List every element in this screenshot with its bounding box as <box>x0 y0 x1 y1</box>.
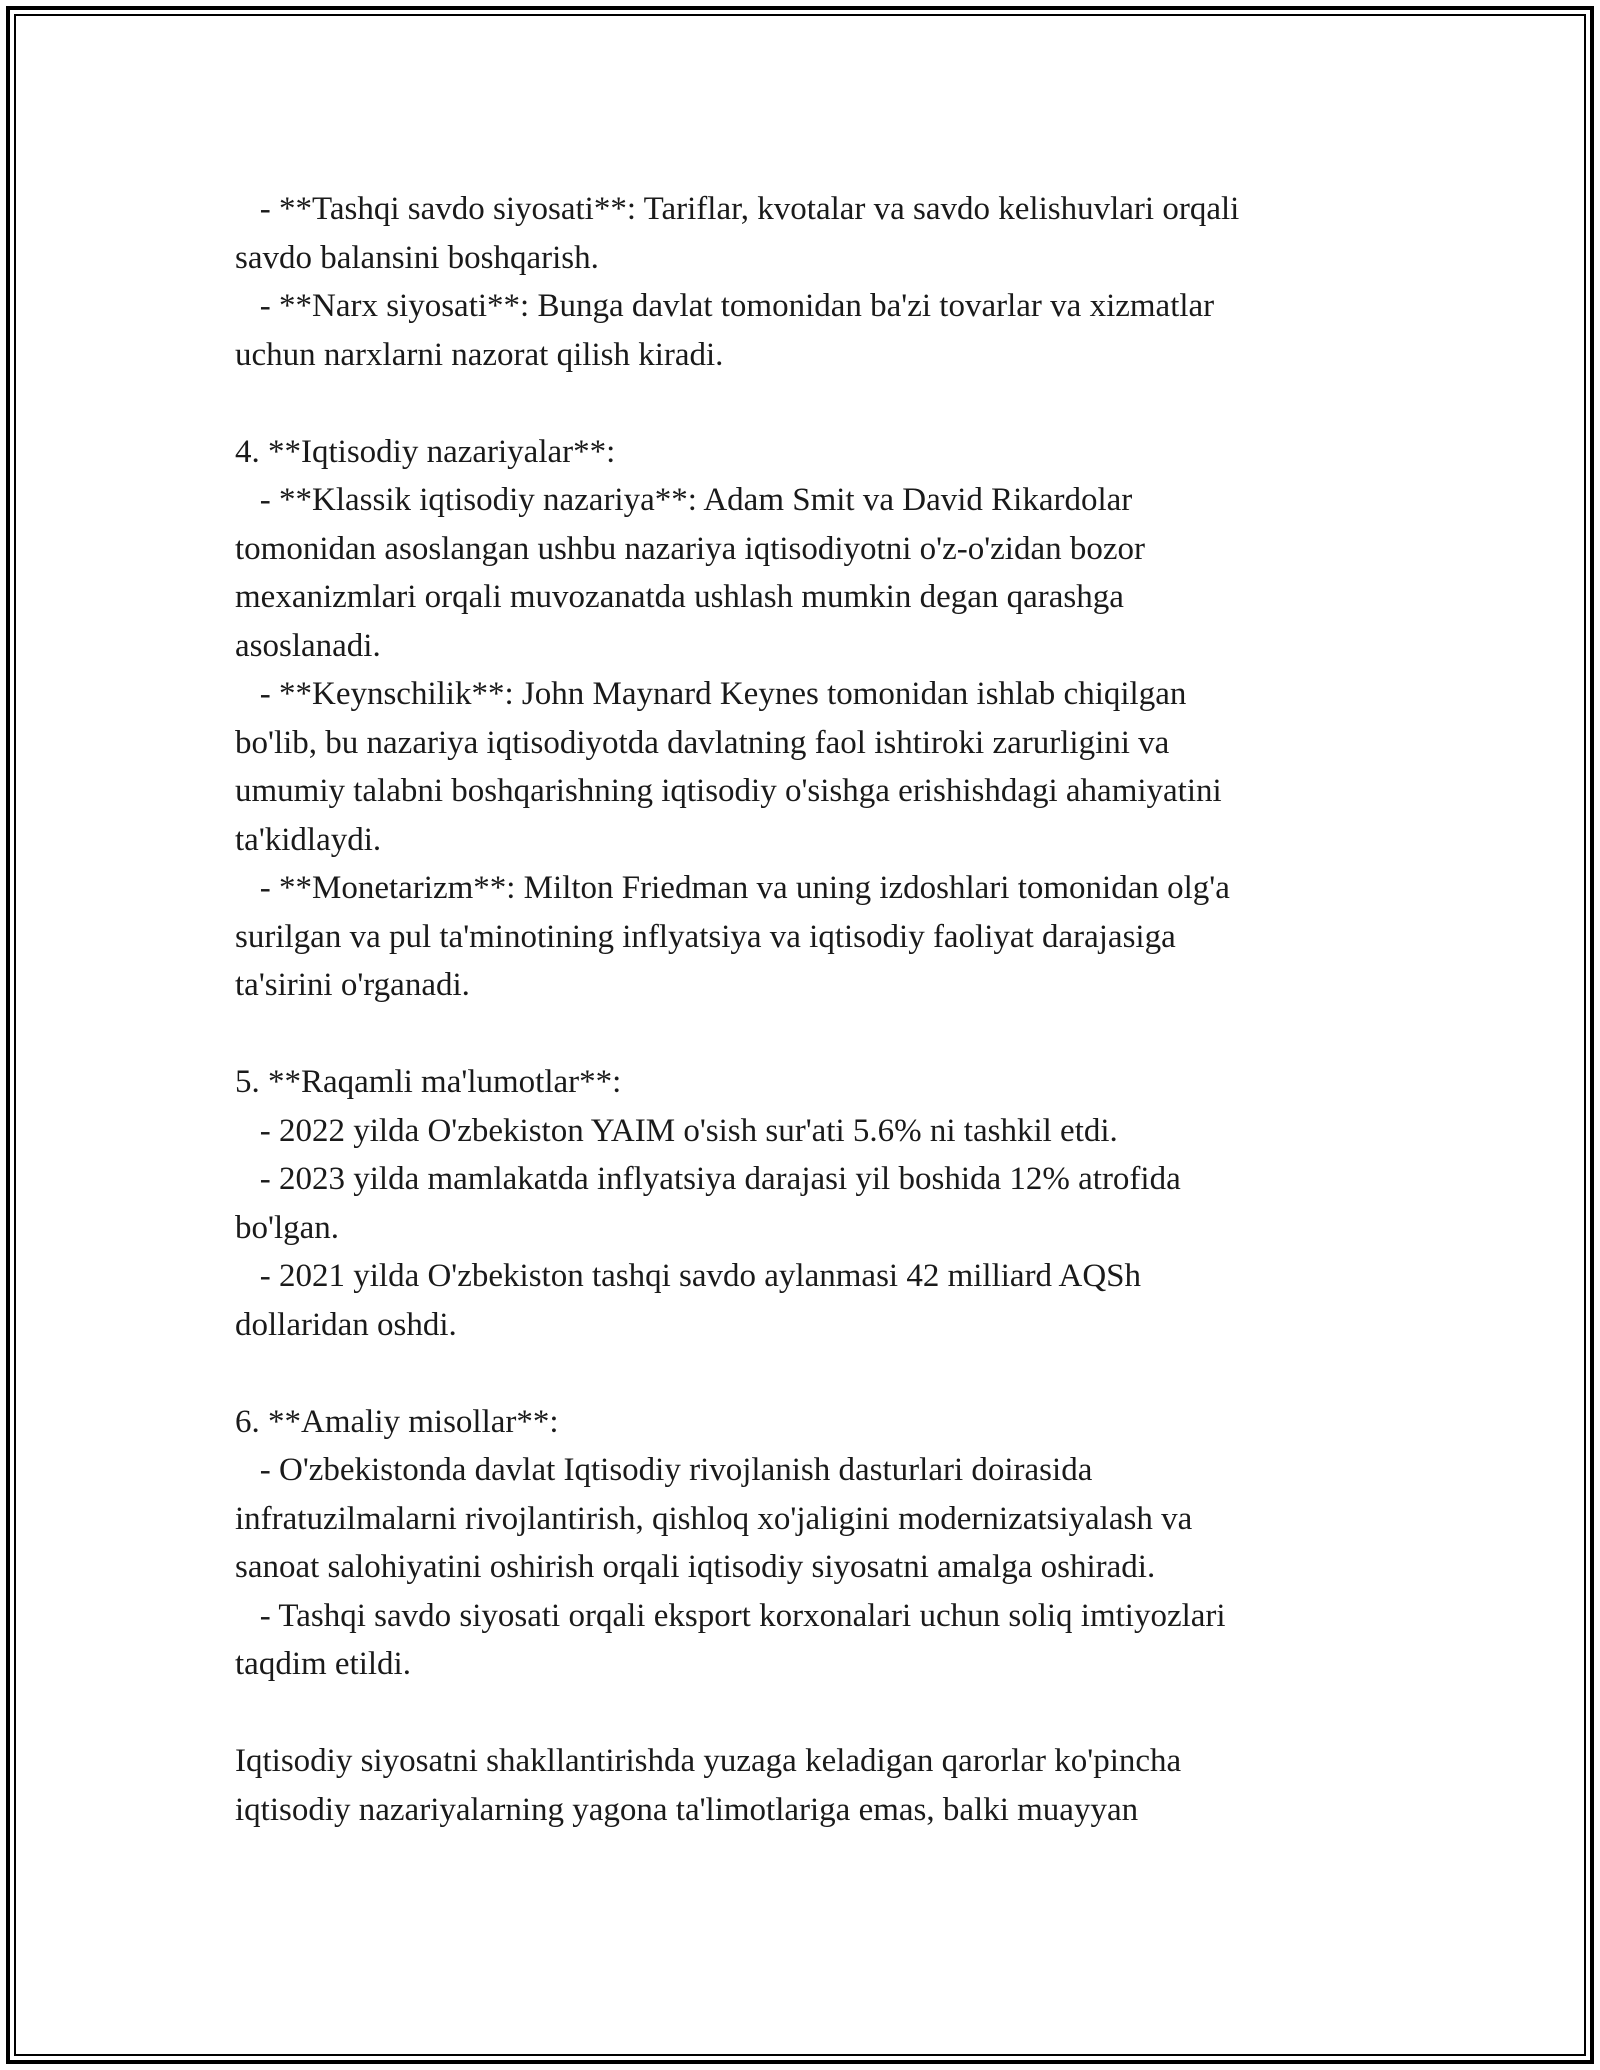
text-line: - 2023 yilda mamlakatda inflyatsiya darajasi yil boshida 12% atrofida <box>235 1161 1181 1197</box>
text-line: - **Narx siyosati**: Bunga davlat tomonidan ba'zi tovarlar va xizmatlar <box>235 288 1215 324</box>
text-line: infratuzilmalarni rivojlantirish, qishloq xo'jaligini modernizatsiyalash va <box>235 1500 1193 1537</box>
paragraph-gap <box>235 379 1385 428</box>
paragraph-gap <box>235 1010 1385 1059</box>
text-line: asoslanadi. <box>235 627 381 664</box>
text-line: - **Monetarizm**: Milton Friedman va uning izdoshlari tomonidan olg'a <box>235 870 1230 906</box>
text-line: - Tashqi savdo siyosati orqali eksport korxonalari uchun soliq imtiyozlari <box>235 1597 1226 1634</box>
document-body <box>235 185 1385 1834</box>
section-heading: 6. **Amaliy misollar**: <box>235 1403 559 1440</box>
text-line: - **Klassik iqtisodiy nazariya**: Adam Smit va David Rikardolar <box>235 482 1133 518</box>
text-line: ta'kidlaydi. <box>235 821 382 858</box>
text-line: bo'lib, bu nazariya iqtisodiyotda davlatning faol ishtiroki zarurligini va <box>235 724 1170 761</box>
text-line: iqtisodiy nazariyalarning yagona ta'limotlariga emas, balki muayyan <box>235 1791 1139 1828</box>
text-line: sanoat salohiyatini oshirish orqali iqtisodiy siyosatni amalga oshiradi. <box>235 1549 1156 1585</box>
text-line: - **Keynschilik**: John Maynard Keynes tomonidan ishlab chiqilgan <box>235 676 1187 712</box>
text-line: tomonidan asoslangan ushbu nazariya iqtisodiyotni o'z-o'zidan bozor <box>235 530 1146 567</box>
text-line: - 2021 yilda O'zbekiston tashqi savdo aylanmasi 42 milliard AQSh <box>235 1258 1142 1294</box>
section-heading: 5. **Raqamli ma'lumotlar**: <box>235 1064 622 1100</box>
text-line: Iqtisodiy siyosatni shakllantirishda yuzaga keladigan qarorlar ko'pincha <box>235 1743 1182 1779</box>
text-line: savdo balansini boshqarish. <box>235 239 599 276</box>
text-line: ta'sirini o'rganadi. <box>235 967 470 1003</box>
paragraph-gap <box>235 1689 1385 1738</box>
text-line: mexanizmlari orqali muvozanatda ushlash mumkin degan qarashga <box>235 579 1124 615</box>
text-line: taqdim etildi. <box>235 1646 411 1682</box>
text-line: surilgan va pul ta'minotining inflyatsiya va iqtisodiy faoliyat darajasiga <box>235 918 1176 955</box>
text-line: dollaridan oshdi. <box>235 1306 457 1343</box>
paragraph-gap <box>235 1349 1385 1398</box>
section-heading: 4. **Iqtisodiy nazariyalar**: <box>235 433 616 470</box>
text-line: bo'lgan. <box>235 1209 340 1246</box>
text-line: umumiy talabni boshqarishning iqtisodiy o'sishga erishishdagi ahamiyatini <box>235 773 1222 809</box>
text-line: - O'zbekistonda davlat Iqtisodiy rivojlanish dasturlari doirasida <box>235 1452 1093 1488</box>
text-line: - **Tashqi savdo siyosati**: Tariflar, kvotalar va savdo kelishuvlari orqali <box>235 191 1240 227</box>
text-line: uchun narxlarni nazorat qilish kiradi. <box>235 336 724 373</box>
text-line: - 2022 yilda O'zbekiston YAIM o'sish sur'ati 5.6% ni tashkil etdi. <box>235 1112 1118 1149</box>
